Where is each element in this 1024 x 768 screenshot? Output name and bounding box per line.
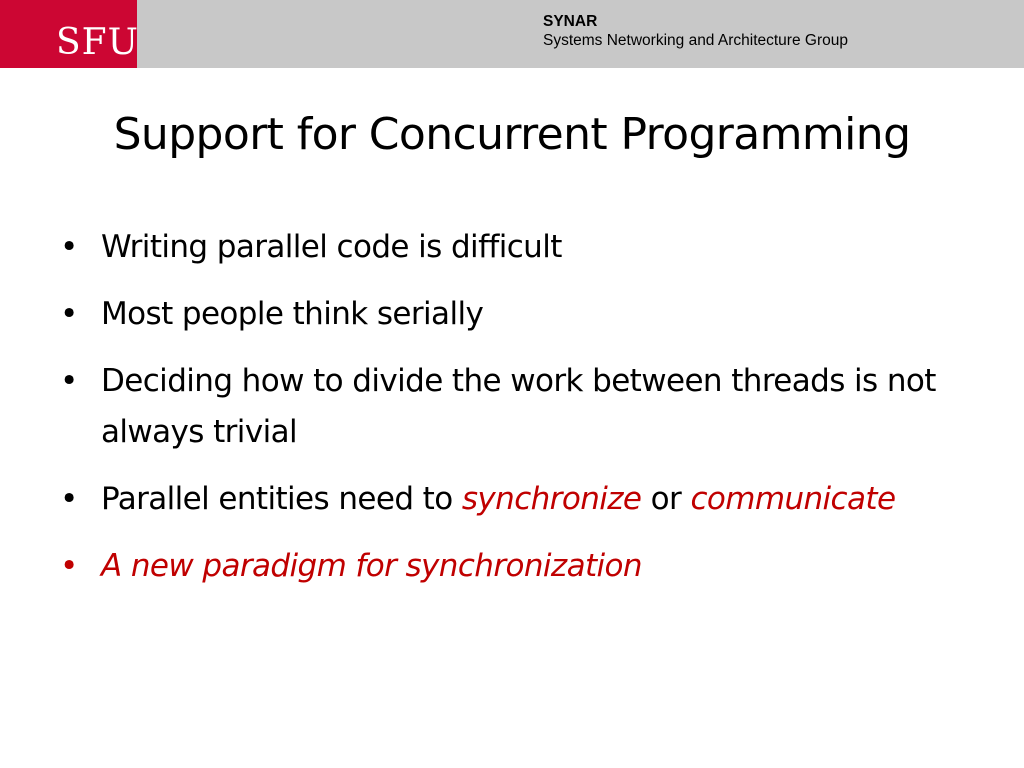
bullet-dot-icon: • bbox=[60, 296, 78, 332]
header-bar bbox=[0, 0, 1024, 68]
bullet-list bbox=[60, 222, 960, 608]
bullet-item bbox=[60, 289, 960, 340]
bullet-text bbox=[101, 481, 895, 517]
bullet-item bbox=[60, 222, 960, 273]
bullet-text: Writing parallel code is difficult bbox=[101, 229, 562, 265]
bullet-item-highlighted bbox=[60, 541, 960, 592]
group-abbr: SYNAR bbox=[543, 13, 598, 30]
sfu-logo-text: SFU bbox=[56, 22, 139, 63]
sfu-logo bbox=[0, 0, 137, 68]
bullet-dot-icon: • bbox=[60, 481, 78, 517]
bullet-item bbox=[60, 356, 960, 458]
bullet-dot-icon: • bbox=[60, 363, 78, 399]
bullet-text-connector: or bbox=[641, 481, 691, 517]
group-name bbox=[543, 12, 848, 50]
group-full-name: Systems Networking and Architecture Group bbox=[543, 32, 848, 49]
bullet-dot-icon: • bbox=[60, 548, 78, 584]
bullet-item bbox=[60, 474, 960, 525]
emphasis-synchronize: synchronize bbox=[461, 481, 642, 517]
bullet-text-prefix: Parallel entities need to bbox=[101, 481, 462, 517]
emphasis-communicate: communicate bbox=[690, 481, 896, 517]
slide-title: Support for Concurrent Programming bbox=[113, 109, 911, 160]
bullet-text: Most people think serially bbox=[101, 296, 484, 332]
bullet-text: A new paradigm for synchronization bbox=[101, 548, 642, 584]
bullet-text: Deciding how to divide the work between threads is not always trivial bbox=[101, 363, 936, 450]
bullet-dot-icon: • bbox=[60, 229, 78, 265]
